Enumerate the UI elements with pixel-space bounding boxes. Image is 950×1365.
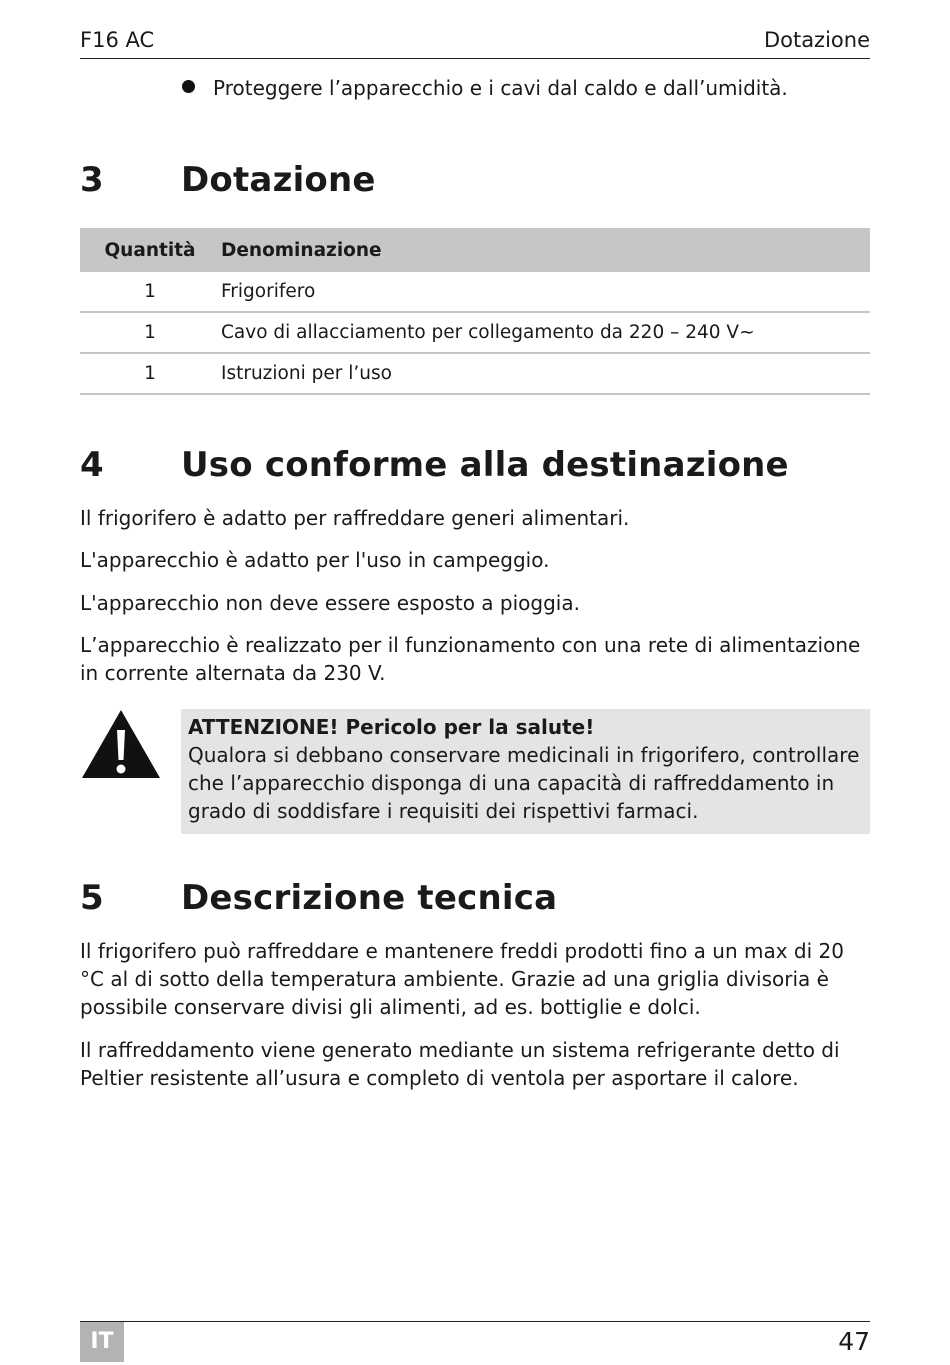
warning-title: ATTENZIONE! Pericolo per la salute! — [188, 715, 595, 739]
column-header-name: Denominazione — [220, 228, 870, 272]
section-5-title: Descrizione tecnica — [181, 878, 558, 918]
table-row — [80, 353, 870, 394]
paragraph: Il raffreddamento viene generato mediante un sistema refrigerante detto di Peltier resistente all’usura e completo di ventola per asportare il calore. — [80, 1038, 840, 1090]
bullet-icon — [182, 80, 195, 93]
column-header-quantity: Quantità — [80, 228, 220, 272]
section-3-title: Dotazione — [181, 160, 376, 200]
bullet-item — [182, 76, 788, 100]
section-3-number: 3 — [80, 160, 104, 200]
cell-quantity: 1 — [80, 312, 220, 353]
contents-table — [80, 228, 870, 395]
paragraph: Il frigorifero può raffreddare e mantenere freddi prodotti fino a un max di 20 °C al di sotto della temperatura ambiente. Grazie ad una griglia divisoria è possibile conservare divisi gli alimenti, ad es. bottiglie e dolci. — [80, 939, 844, 1019]
warning-text: Qualora si debbano conservare medicinali in frigorifero, controllare che l’apparecchio disponga di una capacità di raffreddamento in grado di soddisfare i requisiti dei rispettivi farmaci. — [188, 743, 860, 823]
table-row — [80, 272, 870, 312]
warning-triangle-icon — [80, 708, 162, 780]
table-row — [80, 312, 870, 353]
cell-name: Istruzioni per l’uso — [220, 353, 870, 394]
header-product-name: F16 AC — [80, 28, 155, 52]
language-tab: IT — [80, 1322, 124, 1362]
section-4-number: 4 — [80, 445, 104, 485]
page-header — [80, 26, 870, 59]
cell-quantity: 1 — [80, 353, 220, 394]
paragraph: Il frigorifero è adatto per raffreddare generi alimentari. — [80, 506, 630, 530]
paragraph: L'apparecchio non deve essere esposto a pioggia. — [80, 591, 580, 615]
bullet-text: Proteggere l’apparecchio e i cavi dal caldo e dall’umidità. — [213, 76, 788, 100]
table-header-row — [80, 228, 870, 272]
section-4-heading — [80, 445, 789, 485]
page-number: 47 — [838, 1327, 870, 1356]
warning-box — [181, 709, 870, 834]
section-5-heading — [80, 878, 557, 918]
cell-quantity: 1 — [80, 272, 220, 312]
paragraph: L'apparecchio è adatto per l'uso in campeggio. — [80, 548, 550, 572]
header-section-name: Dotazione — [763, 28, 870, 52]
section-5-number: 5 — [80, 878, 104, 918]
cell-name: Cavo di allacciamento per collegamento da 220 – 240 V~ — [220, 312, 870, 353]
footer-rule — [80, 1321, 870, 1322]
cell-name: Frigorifero — [220, 272, 870, 312]
section-3-heading — [80, 160, 376, 200]
section-4-title: Uso conforme alla destinazione — [181, 445, 789, 485]
paragraph: L’apparecchio è realizzato per il funzionamento con una rete di alimentazione in corrente alternata da 230 V. — [80, 633, 861, 685]
